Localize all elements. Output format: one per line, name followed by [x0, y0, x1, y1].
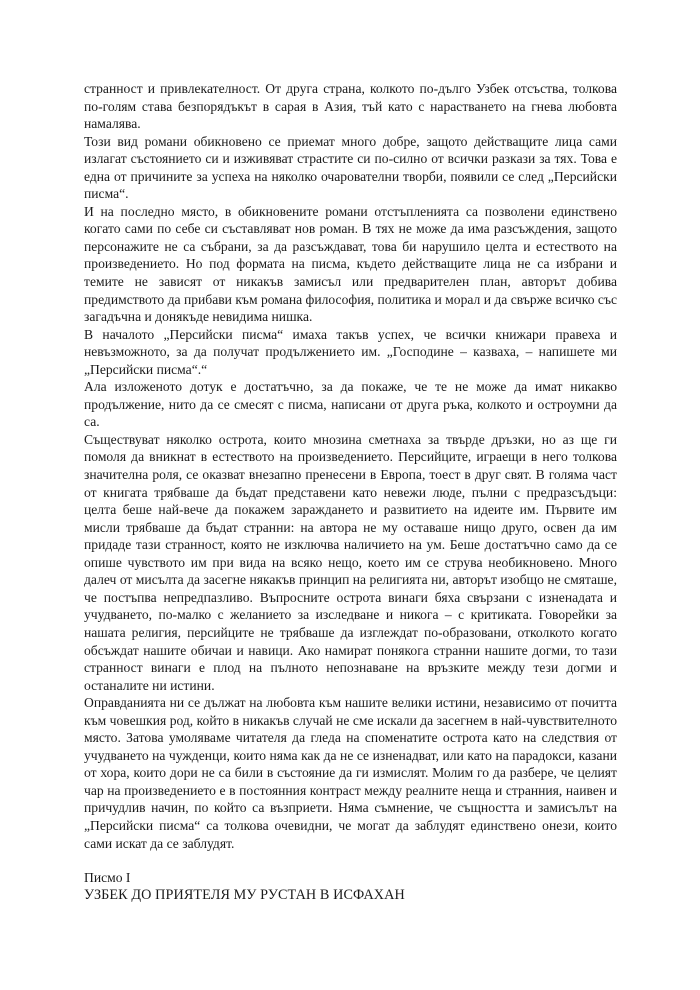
paragraph-7: Оправданията ни се дължат на любовта към нашите велики истини, независимо от почитта към човешкия род, който в никакъв случай не сме искали да засегнем в най-чувствителното място. Затова умоляваме читателя да гледа на споменатите острота като на следствия от учудването на чужденци, които няма как да не се изненадват, или като на парадокси, казани от хора, които дори не са били в състояние да ги измислят. Молим го да разбере, че целият чар на произведението е в постоянния контраст между реалните неща и странния, наивен и причудлив начин, по който са възприети. Няма съмнение, че същността и замисълът на „Персийски писма“ са толкова очевидни, че могат да заблудят единствено онези, които сами искат да се заблудят.	[84, 695, 617, 851]
paragraph-1: странност и привлекателност. От друга страна, колкото по-дълго Узбек отсъства, толкова по-голям става безпорядъкът в сарая в Азия, тъй като с нарастването на гнева любовта намалява.	[84, 81, 617, 132]
paragraph-3: И на последно място, в обикновените романи отстъпленията са позволени единствено когато сами по себе си съставляват нов роман. В тях не може да има разсъждения, защото персонажите не са събрани, за да разсъждават, това би нарушило целта и естеството на произведението. Но под формата на писма, където действащите лица не са избрани и темите не зависят от никакъв замисъл или предварителен план, авторът добива предимството да прибави към романа философия, политика и морал и да свърже всичко със загадъчна и донякъде невидима нишка.	[84, 203, 618, 325]
paragraph-2: Този вид романи обикновено се приемат много добре, защото действащите лица сами излагат състоянието си и изживяват страстите си по-силно от всички разкази за тях. Това е една от причините за успеха на няколко очарователни творби, появили се след „Персийски писма“.	[84, 133, 617, 202]
letter-title: УЗБЕК ДО ПРИЯТЕЛЯ МУ РУСТАН В ИСФАХАН	[84, 886, 405, 903]
letter-number: Писмо I	[84, 870, 131, 886]
document-page	[84, 80, 617, 904]
paragraph-6: Съществуват няколко острота, които мнозина сметнаха за твърде дръзки, но аз ще ги помоля да вникнат в естеството на произведението. Персийците, играещи в него толкова значителна роля, се оказват внезапно пренесени в Европа, тоест в друг свят. В голяма част от книгата трябваше да бъдат представени като невежи люде, пълни с предразсъдъци: целта беше най-вече да покажем зараждането и развитието на идеите им. Първите им мисли трябваше да бъдат странни: на автора не му оставаше нищо друго, освен да им придаде тази странност, която не изключва наличието на ум. Беше достатъчно само да се опише чувството им при вида на всяко нещо, което им се струва необикновено. Много далеч от мисълта да засегне някакъв принцип на религията ни, авторът изобщо не смяташе, че постъпва непредпазливо. Въпросните острота винаги бяха свързани с изненадата и учудването, по-малко с желанието за изследване и никога – с критиката. Говорейки за нашата религия, персийците не трябваше да изглеждат по-образовани, отколкото когато обсъждат нашите обичаи и навици. Ако намират понякога странни нашите догми, то тази странност винаги е плод на пълното непознаване на връзките между тези догми и останалите ни истини.	[84, 431, 617, 693]
paragraph-4: В началото „Персийски писма“ имаха такъв успех, че всички книжари правеха и невъзможното, за да получат продължението им. „Господине – казваха, – напишете ми „Персийски писма“.“	[84, 326, 617, 377]
paragraph-5: Ала изложеното дотук е достатъчно, за да покаже, че те не може да имат никакво продължение, нито да се смесят с писма, написани от друга ръка, колкото и остроумни да са.	[84, 379, 617, 430]
